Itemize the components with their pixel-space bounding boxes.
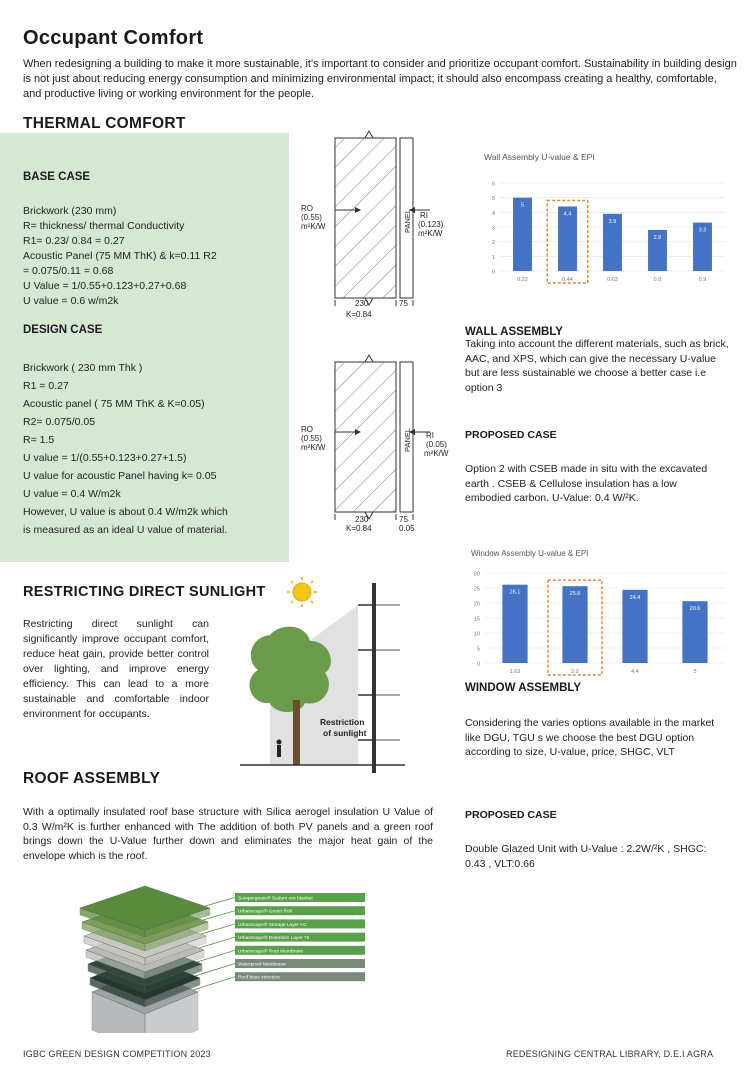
design-line: R1 = 0.27 bbox=[23, 380, 69, 392]
bar-value-label: 3.3 bbox=[698, 227, 707, 234]
x-tick-label: 5 bbox=[693, 669, 697, 675]
page-title: Occupant Comfort bbox=[23, 27, 204, 49]
design-line: R= 1.5 bbox=[23, 434, 55, 446]
ri-label: RI bbox=[420, 211, 428, 220]
base-line: R1= 0.23/ 0.84 = 0.27 bbox=[23, 235, 125, 247]
y-tick-label: 0 bbox=[491, 269, 495, 276]
y-tick-label: 3 bbox=[491, 225, 495, 232]
footer-left: IGBC GREEN DESIGN COMPETITION 2023 bbox=[23, 1049, 211, 1059]
sunlight-text: Restricting direct sunlight can significantly improve occupant comfort, reduce heat gain, provide better control over lighting, and improve energy efficiency. This can lead to a more sustainable and comfortable indoor environment for occupants. bbox=[23, 618, 209, 720]
wall-section-diagram-base bbox=[295, 128, 455, 323]
y-tick-label: 15 bbox=[473, 616, 480, 623]
y-tick-label: 10 bbox=[473, 631, 480, 638]
dim-230: 230 bbox=[355, 515, 369, 524]
ri-unit: m²K/W bbox=[418, 229, 443, 238]
leader-line bbox=[205, 898, 235, 907]
bar-value-label: 3.9 bbox=[608, 218, 617, 225]
sunlight-illustration bbox=[240, 575, 405, 775]
layer-label: Urbanscape® Root Membrane bbox=[238, 949, 304, 955]
design-line: Brickwork ( 230 mm Thk ) bbox=[23, 362, 143, 374]
design-line: U value = 0.4 W/m2k bbox=[23, 488, 121, 500]
y-tick-label: 0 bbox=[476, 661, 480, 668]
layer-label: Sempergreen® Sedum mix blanket bbox=[238, 896, 313, 902]
y-tick-label: 1 bbox=[491, 254, 495, 261]
bar-value-label: 5 bbox=[520, 202, 525, 209]
bar-value-label: 25.6 bbox=[569, 591, 581, 598]
k-label: K=0.84 bbox=[346, 310, 372, 319]
x-tick-label: 0.8 bbox=[653, 277, 662, 283]
bar bbox=[502, 585, 527, 663]
design-line: U value for acoustic Panel having k= 0.05 bbox=[23, 470, 217, 482]
sunlight-heading: RESTRICTING DIRECT SUNLIGHT bbox=[23, 584, 266, 600]
wall-section-diagram-design bbox=[295, 352, 455, 537]
x-tick-label: 0.22 bbox=[517, 277, 528, 283]
base-line: Acoustic Panel (75 MM ThK) & k=0.11 R2 bbox=[23, 250, 217, 262]
base-line: = 0.075/0.11 = 0.68 bbox=[23, 265, 114, 277]
x-tick-label: 0.63 bbox=[607, 277, 618, 283]
y-tick-label: 20 bbox=[473, 601, 480, 608]
wall-assembly-chart bbox=[470, 140, 735, 290]
layer-label: Urbanscape® Green Roll bbox=[238, 909, 292, 915]
bar-value-label: 24.4 bbox=[629, 594, 641, 601]
y-tick-label: 30 bbox=[473, 571, 480, 578]
thermal-comfort-heading: THERMAL COMFORT bbox=[23, 115, 186, 132]
wall-proposed-text: Option 2 with CSEB made in situ with the excavated earth . CSEB & Cellulose insulation has a low embodied carbon. U-Value: 0.4 W/²K. bbox=[465, 463, 708, 504]
x-tick-label: 0.44 bbox=[562, 277, 573, 283]
k-label: K=0.84 bbox=[346, 524, 372, 533]
ri-label: RI bbox=[426, 431, 434, 440]
window-proposed-text: Double Glazed Unit with U-Value : 2.2W/²K , SHGC: 0.43 , VLT:0.66 bbox=[465, 843, 707, 870]
footer-right: REDESIGNING CENTRAL LIBRARY, D.E.I AGRA bbox=[506, 1049, 714, 1059]
ro-label: RO bbox=[301, 204, 313, 213]
x-tick-label: 4.4 bbox=[631, 669, 639, 675]
base-line: R= thickness/ thermal Conductivity bbox=[23, 220, 185, 232]
dim-75: 75 bbox=[399, 515, 408, 524]
ro-value: (0.55) bbox=[301, 213, 322, 222]
sun-icon bbox=[287, 577, 317, 607]
bar-value-label: 2.8 bbox=[653, 234, 662, 241]
design-line: is measured as an ideal U value of material. bbox=[23, 524, 228, 536]
x-tick-label: 1.63 bbox=[509, 669, 521, 675]
k2-label: 0.05 bbox=[399, 524, 415, 533]
wall-assembly-text: Taking into account the different materials, such as brick, AAC, and XPS, which can give the necessary U-value but are less sustainable we choose a better case i.e option 3 bbox=[465, 338, 729, 394]
layer-label: Urbanscape® Storage Layer HC bbox=[238, 922, 308, 928]
design-case-title: DESIGN CASE bbox=[23, 324, 103, 336]
roof-text: With a optimally insulated roof base structure with Silica aerogel insulation U Value of 0.3 W/m²K is further enhanced with The addition of both PV panels and a green roof brings down the U-Value further down and eliminates the major heat gain of the envelope which is the roof. bbox=[23, 806, 433, 862]
roof-layers-diagram bbox=[60, 878, 375, 1033]
design-line: R2= 0.075/0.05 bbox=[23, 416, 96, 428]
bar-value-label: 4.4 bbox=[563, 211, 572, 218]
layer-label: Roof base structure bbox=[238, 975, 280, 981]
base-case-text bbox=[23, 204, 283, 309]
x-tick-label: 0.9 bbox=[698, 277, 707, 283]
ri-value: (0.123) bbox=[418, 220, 444, 229]
layer-label: Urbanscape® Detention Layer 75 bbox=[238, 936, 310, 942]
base-case-title: BASE CASE bbox=[23, 171, 91, 183]
ri-unit: m²K/W bbox=[424, 449, 449, 458]
y-tick-label: 25 bbox=[473, 586, 480, 593]
design-case-text bbox=[23, 359, 288, 539]
window-assembly-chart bbox=[465, 542, 735, 677]
restriction-label: Restriction bbox=[320, 717, 365, 727]
dim-75: 75 bbox=[399, 299, 408, 308]
y-tick-label: 4 bbox=[491, 210, 495, 217]
design-line: U value = 1/(0.55+0.123+0.27+1.5) bbox=[23, 452, 187, 464]
design-line: However, U value is about 0.4 W/m2k which bbox=[23, 506, 228, 518]
window-proposed-heading: PROPOSED CASE bbox=[465, 809, 557, 821]
panel-label: PANEL bbox=[403, 427, 412, 452]
intro-paragraph: When redesigning a building to make it more sustainable, it's important to consider and prioritize occupant comfort. Sustainability in building design is not just about reducing energy consumption and minimizing environmental impact; it should also encompass creating a healthy, comfortable, and productive living or working environment for the people. bbox=[23, 58, 737, 100]
panel-label: PANEL bbox=[403, 208, 412, 233]
restriction-label: of sunlight bbox=[323, 728, 367, 738]
base-line: U value = 0.6 w/m2k bbox=[23, 295, 119, 307]
roof-heading: ROOF ASSEMBLY bbox=[23, 770, 161, 787]
base-line: U Value = 1/0.55+0.123+0.27+0.68 bbox=[23, 280, 187, 292]
base-line: Brickwork (230 mm) bbox=[23, 205, 117, 217]
ri-value: (0.05) bbox=[426, 440, 447, 449]
ro-unit: m²K/W bbox=[301, 443, 326, 452]
person-icon bbox=[277, 740, 282, 758]
ro-unit: m²K/W bbox=[301, 222, 326, 231]
layer-label: Waterproof Membrane bbox=[238, 962, 286, 968]
wall-assembly-heading: WALL ASSEMBLY bbox=[465, 326, 563, 338]
ro-label: RO bbox=[301, 425, 313, 434]
building-section-icon bbox=[358, 583, 400, 773]
bar-value-label: 20.6 bbox=[689, 606, 701, 613]
y-tick-label: 2 bbox=[491, 240, 495, 247]
y-tick-label: 5 bbox=[491, 196, 495, 203]
bar bbox=[562, 586, 587, 663]
design-line: Acoustic panel ( 75 MM ThK & K=0.05) bbox=[23, 398, 205, 410]
dim-230: 230 bbox=[355, 299, 369, 308]
ro-value: (0.55) bbox=[301, 434, 322, 443]
window-assembly-heading: WINDOW ASSEMBLY bbox=[465, 682, 582, 694]
window-chart-title: Window Assembly U-value & EPI bbox=[471, 549, 589, 558]
y-tick-label: 6 bbox=[491, 181, 495, 188]
y-tick-label: 5 bbox=[476, 646, 480, 653]
bar-value-label: 26.1 bbox=[509, 589, 521, 596]
x-tick-label: 2.2 bbox=[571, 669, 579, 675]
wall-chart-title: Wall Assembly U-value & EPI bbox=[484, 152, 595, 162]
window-assembly-text: Considering the varies options available in the market like DGU, TGU s we choose the best DGU option according to size, U-value, price, SHGC, VLT bbox=[465, 717, 715, 758]
wall-proposed-heading: PROPOSED CASE bbox=[465, 429, 557, 441]
